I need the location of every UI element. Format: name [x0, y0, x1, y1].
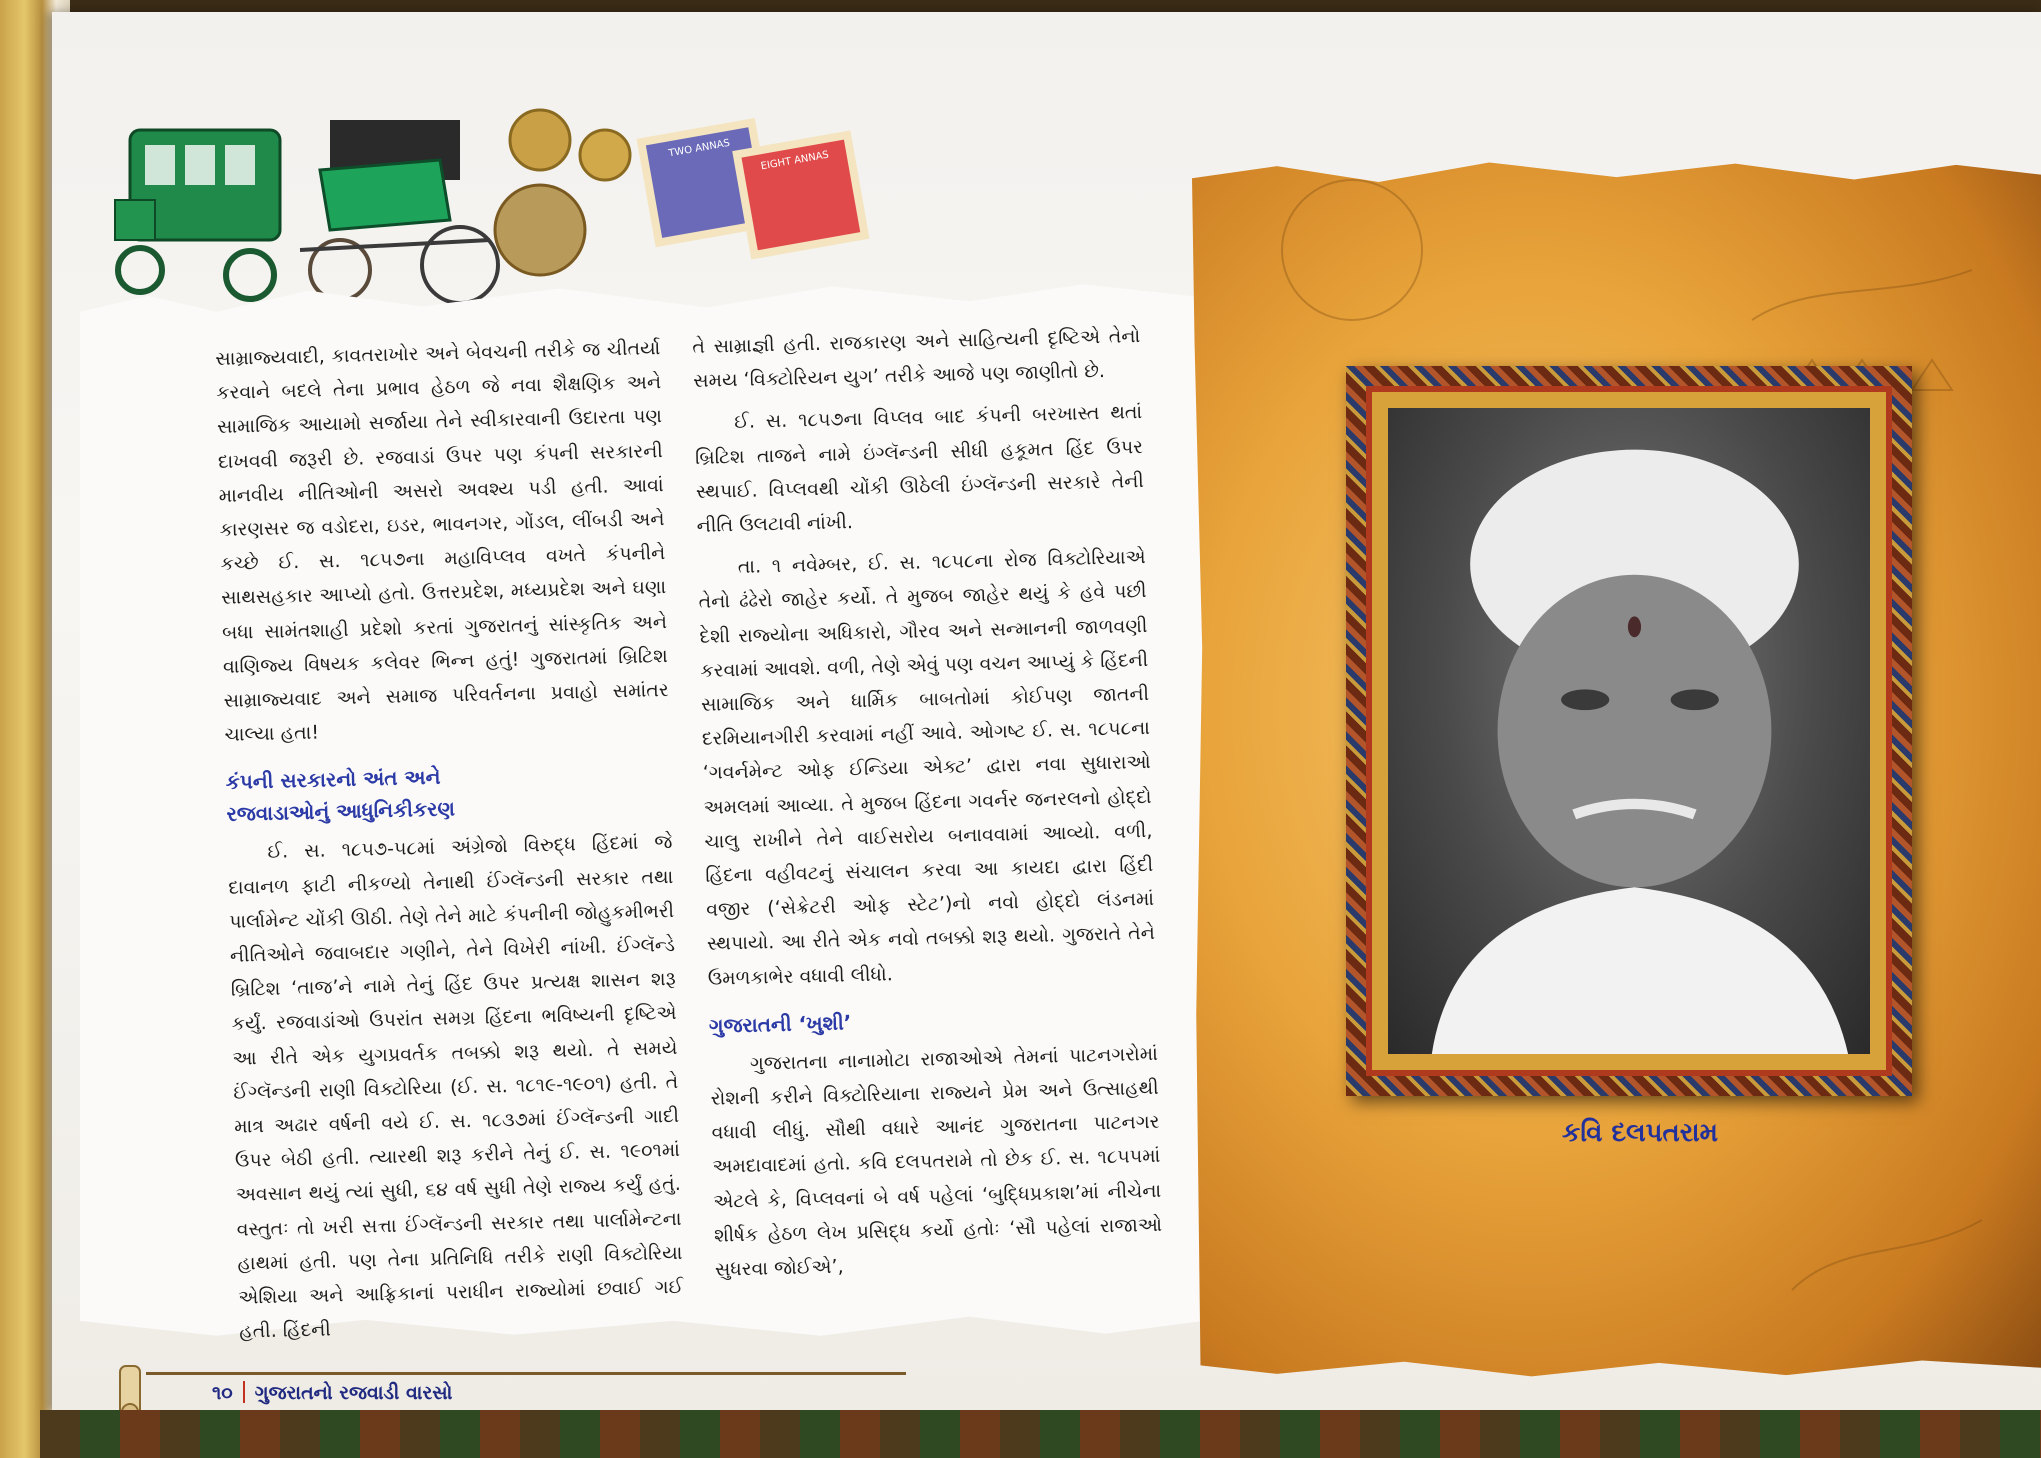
right-paragraph-4: ગુજરાતના નાનામોટા રાજાઓએ તેમનાં પાટનગરોમાં રોશની કરીને વિક્ટોરિયાના રાજ્યને પ્રેમ અને ઉત્સાહથી વધાવી લીધું. સૌથી વધારે આનંદ ગુજરાતના પાટનગર અમદાવાદમાં હતો. કવિ દલપતરામે તો છેક ઈ. સ. ૧૮૫૫માં એટલે કે, વિપ્લવનાં બે વર્ષ પહેલાં ‘બુદ્ધિપ્રકાશ’માં નીચેના શીર્ષક હેઠળ લેખ પ્રસિદ્ધ કર્યો હતોઃ ‘સૌ પહેલાં રાજાઓ સુધરવા જોઈએ’, — [710, 1042, 1163, 1281]
section-heading-company-end — [225, 755, 671, 830]
portrait-frame — [1346, 366, 1912, 1096]
portrait-caption: કવિ દલપતરામ — [1562, 1118, 1718, 1148]
left-paragraph-2: ઈ. સ. ૧૮૫૭-૫૮માં અંગ્રેજો વિરુદ્ધ હિંદમાં જે દાવાનળ ફાટી નીકળ્યો તેનાથી ઈંગ્લૅન્ડની સરકાર તથા પાર્લામેન્ટ ચોંકી ઊઠી. તેણે તેને માટે કંપનીની જોહુકમીભરી નીતિઓને જવાબદાર ગણીને, તેને વિખેરી નાંખી. ઈંગ્લૅન્ડે બ્રિટિશ ‘તાજ’ને નામે તેનું હિંદ ઉપર પ્રત્યક્ષ શાસન શરૂ કર્યું. રજવાડાંઓ ઉપરાંત સમગ્ર હિંદના ભવિષ્યની દૃષ્ટિએ આ રીતે એક યુગપ્રવર્તક તબક્કો શરૂ થયો. તે સમયે ઈંગ્લૅન્ડની રાણી વિક્ટોરિયા (ઈ. સ. ૧૮૧૯-૧૯૦૧) હતી. તે માત્ર અઢાર વર્ષની વયે ઈ. સ. ૧૮૩૭માં ઈંગ્લૅન્ડની ગાદી ઉપર બેઠી હતી. ત્યારથી શરૂ કરીને તેનું ઈ. સ. ૧૯૦૧માં અવસાન થયું ત્યાં સુધી, ૬૪ વર્ષ સુધી તેણે રાજ્ય કર્યું હતું. વસ્તુતઃ તો ખરી સત્તા ઈંગ્લૅન્ડની સરકાર તથા પાર્લામેન્ટના હાથમાં હતી. પણ તેના પ્રતિનિધિ તરીકે રાણી વિક્ટોરિયા એશિયા અને આફ્રિકાનાં પરાધીન રાજ્યોમાં છવાઈ ગઈ હતી. હિંદની — [228, 831, 684, 1343]
next-page-edge — [40, 1410, 2041, 1458]
section-heading-line-2: રજવાડાઓનું આધુનિકીકરણ — [226, 796, 456, 827]
portrait-frame-inner — [1366, 386, 1892, 1076]
right-text-column — [692, 319, 1163, 1287]
left-paragraph-1: સામ્રાજ્યવાદી, કાવતરાખોર અને બેવચની તરીકે જ ચીતર્યા કરવાને બદલે તેના પ્રભાવ હેઠળ જે નવા શૈક્ષણિક અને સામાજિક આયામો સર્જાયા તેને સ્વીકારવાની ઉદારતા પણ દાખવવી જરૂરી છે. રજવાડાં ઉપર પણ કંપની સરકારની માનવીય નીતિઓની અસરો અવશ્ય પડી હતી. આવાં કારણસર જ વડોદરા, ઇડર, ભાવનગર, ગોંડલ, લીંબડી અને કચ્છે ઈ. સ. ૧૮૫૭ના મહાવિપ્લવ વખતે કંપનીને સાથસહકાર આપ્યો હતો. ઉત્તરપ્રદેશ, મધ્યપ્રદેશ અને ઘણા બધા સામંતશાહી પ્રદેશો કરતાં ગુજરાતનું સાંસ્કૃતિક અને વાણિજ્ય વિષયક કલેવર ભિન્ન હતું! ગુજરાતમાં બ્રિટિશ સામ્રાજ્યવાદ અને સમાજ પરિવર્તનના પ્રવાહો સમાંતર ચાલ્યા હતા! — [215, 337, 669, 747]
section-heading-line-1: કંપની સરકારનો અંત અને — [225, 765, 441, 795]
footer — [212, 1381, 452, 1404]
stamp-two-annas-label: TWO ANNAS — [667, 137, 731, 160]
portrait-drawing — [1388, 408, 1870, 1054]
right-paragraph-2: ઈ. સ. ૧૮૫૭ના વિપ્લવ બાદ કંપની બરખાસ્ત થતાં બ્રિટિશ તાજને નામે ઇંગ્લૅન્ડની સીધી હકૂમત હિંદ ઉપર સ્થપાઈ. વિપ્લવથી ચોંકી ઊઠેલી ઇંગ્લૅન્ડની સરકારે તેની નીતિ ઉલટાવી નાંખી. — [694, 401, 1145, 537]
postage-stamps-image — [637, 118, 870, 259]
book-title: ગુજરાતનો રજવાડી વારસો — [254, 1382, 453, 1404]
page-number: ૧૦ — [212, 1382, 233, 1404]
right-paragraph-3: તા. ૧ નવેમ્બર, ઈ. સ. ૧૮૫૮ના રોજ વિક્ટોરિયાએ તેનો ઢંઢેરો જાહેર કર્યો. તે મુજબ જાહેર થયું કે હવે પછી દેશી રાજ્યોના અધિકારો, ગૌરવ અને સન્માનની જાળવણી કરવામાં આવશે. વળી, તેણે એવું પણ વચન આપ્યું કે હિંદની સામાજિક અને ધાર્મિક બાબતોમાં કોઈપણ જાતની દરમિયાનગીરી કરવામાં નહીં આવે. ઓગષ્ટ ઈ. સ. ૧૮૫૮ના ‘ગવર્નમેન્ટ ઓફ ઈન્ડિયા એક્ટ’ દ્વારા નવા સુધારાઓ અમલમાં આવ્યા. તે મુજબ હિંદના ગવર્નર જનરલનો હોદ્દો ચાલુ રાખીને તેને વાઈસરોય બનાવવામાં આવ્યો. વળી, હિંદના વહીવટનું સંચાલન કરવા આ કાયદા દ્વારા હિંદી વજીર (‘સેક્રેટરી ઓફ સ્ટેટ’)નો નવો હોદ્દો લંડનમાં સ્થપાયો. આ રીતે એક નવો તબક્કો શરૂ થયો. ગુજરાતે તેને ઉમળકાભેર વધાવી લીધો. — [698, 546, 1156, 990]
footer-rule — [146, 1372, 906, 1375]
horse-carriage-image — [300, 120, 498, 303]
left-text-column — [215, 331, 684, 1349]
gold-coins-image — [495, 110, 630, 275]
footer-separator — [243, 1381, 245, 1403]
vintage-car-image — [115, 130, 280, 299]
stamp-eight-annas-label: EIGHT ANNAS — [760, 149, 830, 173]
section-heading-gujarat-khushi: ગુજરાતની ‘ખુશી’ — [708, 1010, 852, 1038]
right-paragraph-1: તે સામ્રાજ્ઞી હતી. રાજકારણ અને સાહિત્યની દૃષ્ટિએ તેનો સમય ‘વિક્ટોરિયન યુગ’ તરીકે આજે પણ જાણીતો છે. — [692, 325, 1141, 393]
portrait-image — [1388, 408, 1870, 1054]
